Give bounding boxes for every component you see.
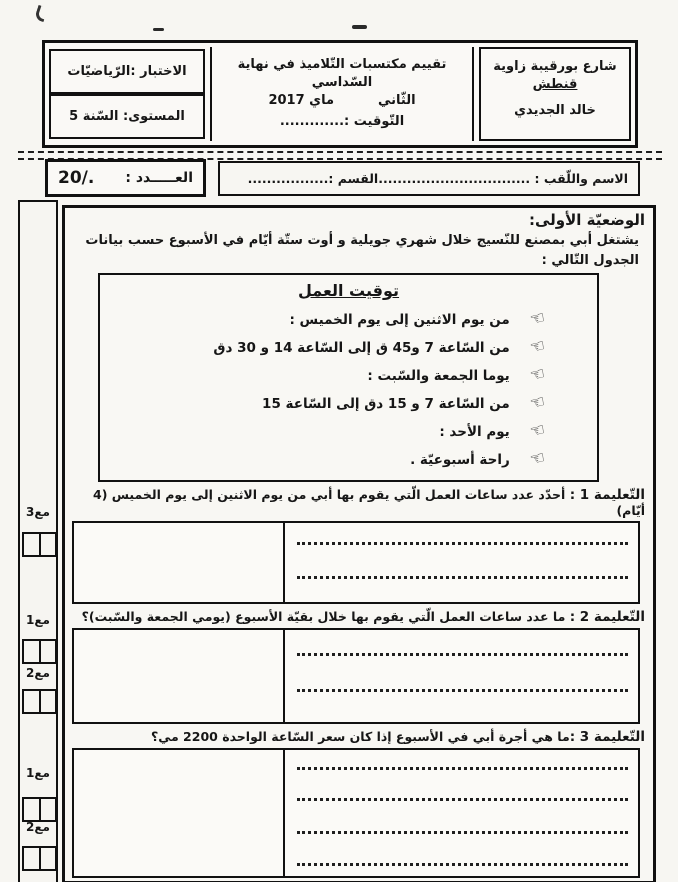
pointing-hand-icon: ☜ — [527, 335, 547, 359]
scan-artifact — [34, 5, 48, 22]
task-2-text: ما عدد ساعات العمل الّتي يقوم بها خلال بقيّة الأسبوع (يومي الجمعة والسّبت)؟ — [81, 609, 570, 624]
schedule-item-text: من السّاعة 7 و 15 دق إلى السّاعة 15 — [262, 395, 510, 412]
dotted-answer-line — [297, 576, 628, 579]
exam-title: تقييم مكتسبات التّلاميذ في نهاية السّداسي — [237, 57, 447, 91]
dotted-answer-line — [297, 798, 628, 801]
situation-statement-line1: يشتغل أبي بمصنع للنّسيج خلال شهري جويلية و أوت ستّة أيّام في الأسبوع حسب بيانات — [85, 233, 639, 248]
criterion-label: مع2 — [26, 666, 50, 680]
grading-box — [22, 689, 57, 714]
student-name-field: الاسم واللّقب : ................................القسم :................. — [218, 161, 640, 196]
answer-lines-area — [283, 523, 638, 602]
situation-statement-line2: الجدول التّالي : — [541, 252, 639, 268]
criterion-label: مع1 — [26, 766, 50, 780]
schedule-item — [114, 447, 583, 471]
exam-duration: التّوقيت :............. — [279, 113, 405, 129]
exam-date: ماي 2017 — [268, 93, 334, 109]
scan-artifact — [352, 25, 367, 29]
criterion-label: مع3 — [26, 505, 50, 519]
school-info-box — [479, 47, 631, 141]
answer-box-3 — [72, 748, 640, 878]
school-address-line1: شارع بورقيبة زاوية — [493, 59, 617, 74]
scan-artifact — [153, 28, 164, 31]
answer-lines-area — [283, 750, 638, 876]
answer-box-1 — [72, 521, 640, 604]
schedule-item-text: راحة أسبوعيّة . — [410, 451, 510, 468]
school-address-line2: قنطش — [532, 76, 578, 92]
task-2-label: التّعليمة 2 : — [569, 609, 645, 625]
pointing-hand-icon: ☜ — [527, 447, 547, 471]
criterion-label: مع2 — [26, 820, 50, 834]
pointing-hand-icon: ☜ — [527, 307, 547, 331]
work-schedule-table — [98, 273, 599, 482]
work-area — [74, 630, 283, 722]
pointing-hand-icon: ☜ — [527, 363, 547, 387]
schedule-item-text: يوم الأحد : — [439, 423, 510, 440]
task-3-text: ما هي أجرة أبي في الأسبوع إذا كان سعر السّاعة الواحدة 2200 مي؟ — [151, 729, 570, 744]
schedule-item — [114, 307, 583, 331]
dotted-answer-line — [297, 689, 628, 692]
grading-box — [22, 532, 57, 557]
dotted-answer-line — [297, 653, 628, 656]
task-3-label: التّعليمة 3 : — [569, 729, 645, 745]
subject-box: الاختبار :الرّياضيّات — [49, 49, 205, 94]
pointing-hand-icon: ☜ — [527, 419, 547, 443]
situation-title: الوضعيّة الأولى: — [528, 211, 645, 229]
situation-frame — [62, 205, 656, 882]
grading-margin-column — [18, 200, 58, 882]
task-1-text: أحدّد عدد ساعات العمل الّتي يقوم بها أبي من يوم الاثنين إلى يوم الخميس (4 أيّام) — [92, 487, 645, 518]
dotted-answer-line — [297, 542, 628, 545]
schedule-item-text: يوما الجمعة والسّبت : — [367, 367, 510, 384]
work-area — [74, 750, 283, 876]
work-area — [74, 523, 283, 602]
answer-lines-area — [283, 630, 638, 722]
criterion-label: مع1 — [26, 613, 50, 627]
schedule-item-text: من السّاعة 7 و45 ق إلى السّاعة 14 و 30 دق — [213, 339, 510, 356]
exam-header — [42, 40, 638, 148]
score-value: 20/. — [58, 168, 95, 188]
score-box — [45, 159, 206, 197]
pointing-hand-icon: ☜ — [527, 391, 547, 415]
grading-box — [22, 797, 57, 822]
score-label: العـــــدد : — [125, 170, 193, 186]
grading-box — [22, 846, 57, 871]
teacher-name: خالد الجديدي — [514, 103, 596, 119]
answer-box-2 — [72, 628, 640, 724]
task-1-instruction — [70, 487, 645, 518]
grading-box — [22, 639, 57, 664]
subject-level-column — [49, 47, 205, 141]
schedule-item-text: من يوم الاثنين إلى يوم الخميس : — [289, 311, 510, 328]
task-2-instruction — [70, 609, 645, 625]
schedule-item — [114, 391, 583, 415]
level-box: المستوى: السّنة 5 — [49, 94, 205, 139]
exam-title-box — [210, 47, 474, 141]
schedule-item — [114, 335, 583, 359]
schedule-item — [114, 363, 583, 387]
task-1-label: التّعليمة 1 : — [569, 487, 645, 503]
dotted-answer-line — [297, 831, 628, 834]
dotted-answer-line — [297, 863, 628, 866]
schedule-item — [114, 419, 583, 443]
work-schedule-title: توقيت العمل — [297, 281, 400, 300]
dotted-answer-line — [297, 767, 628, 770]
task-3-instruction — [70, 729, 645, 745]
exam-session: الثّاني — [378, 93, 416, 109]
